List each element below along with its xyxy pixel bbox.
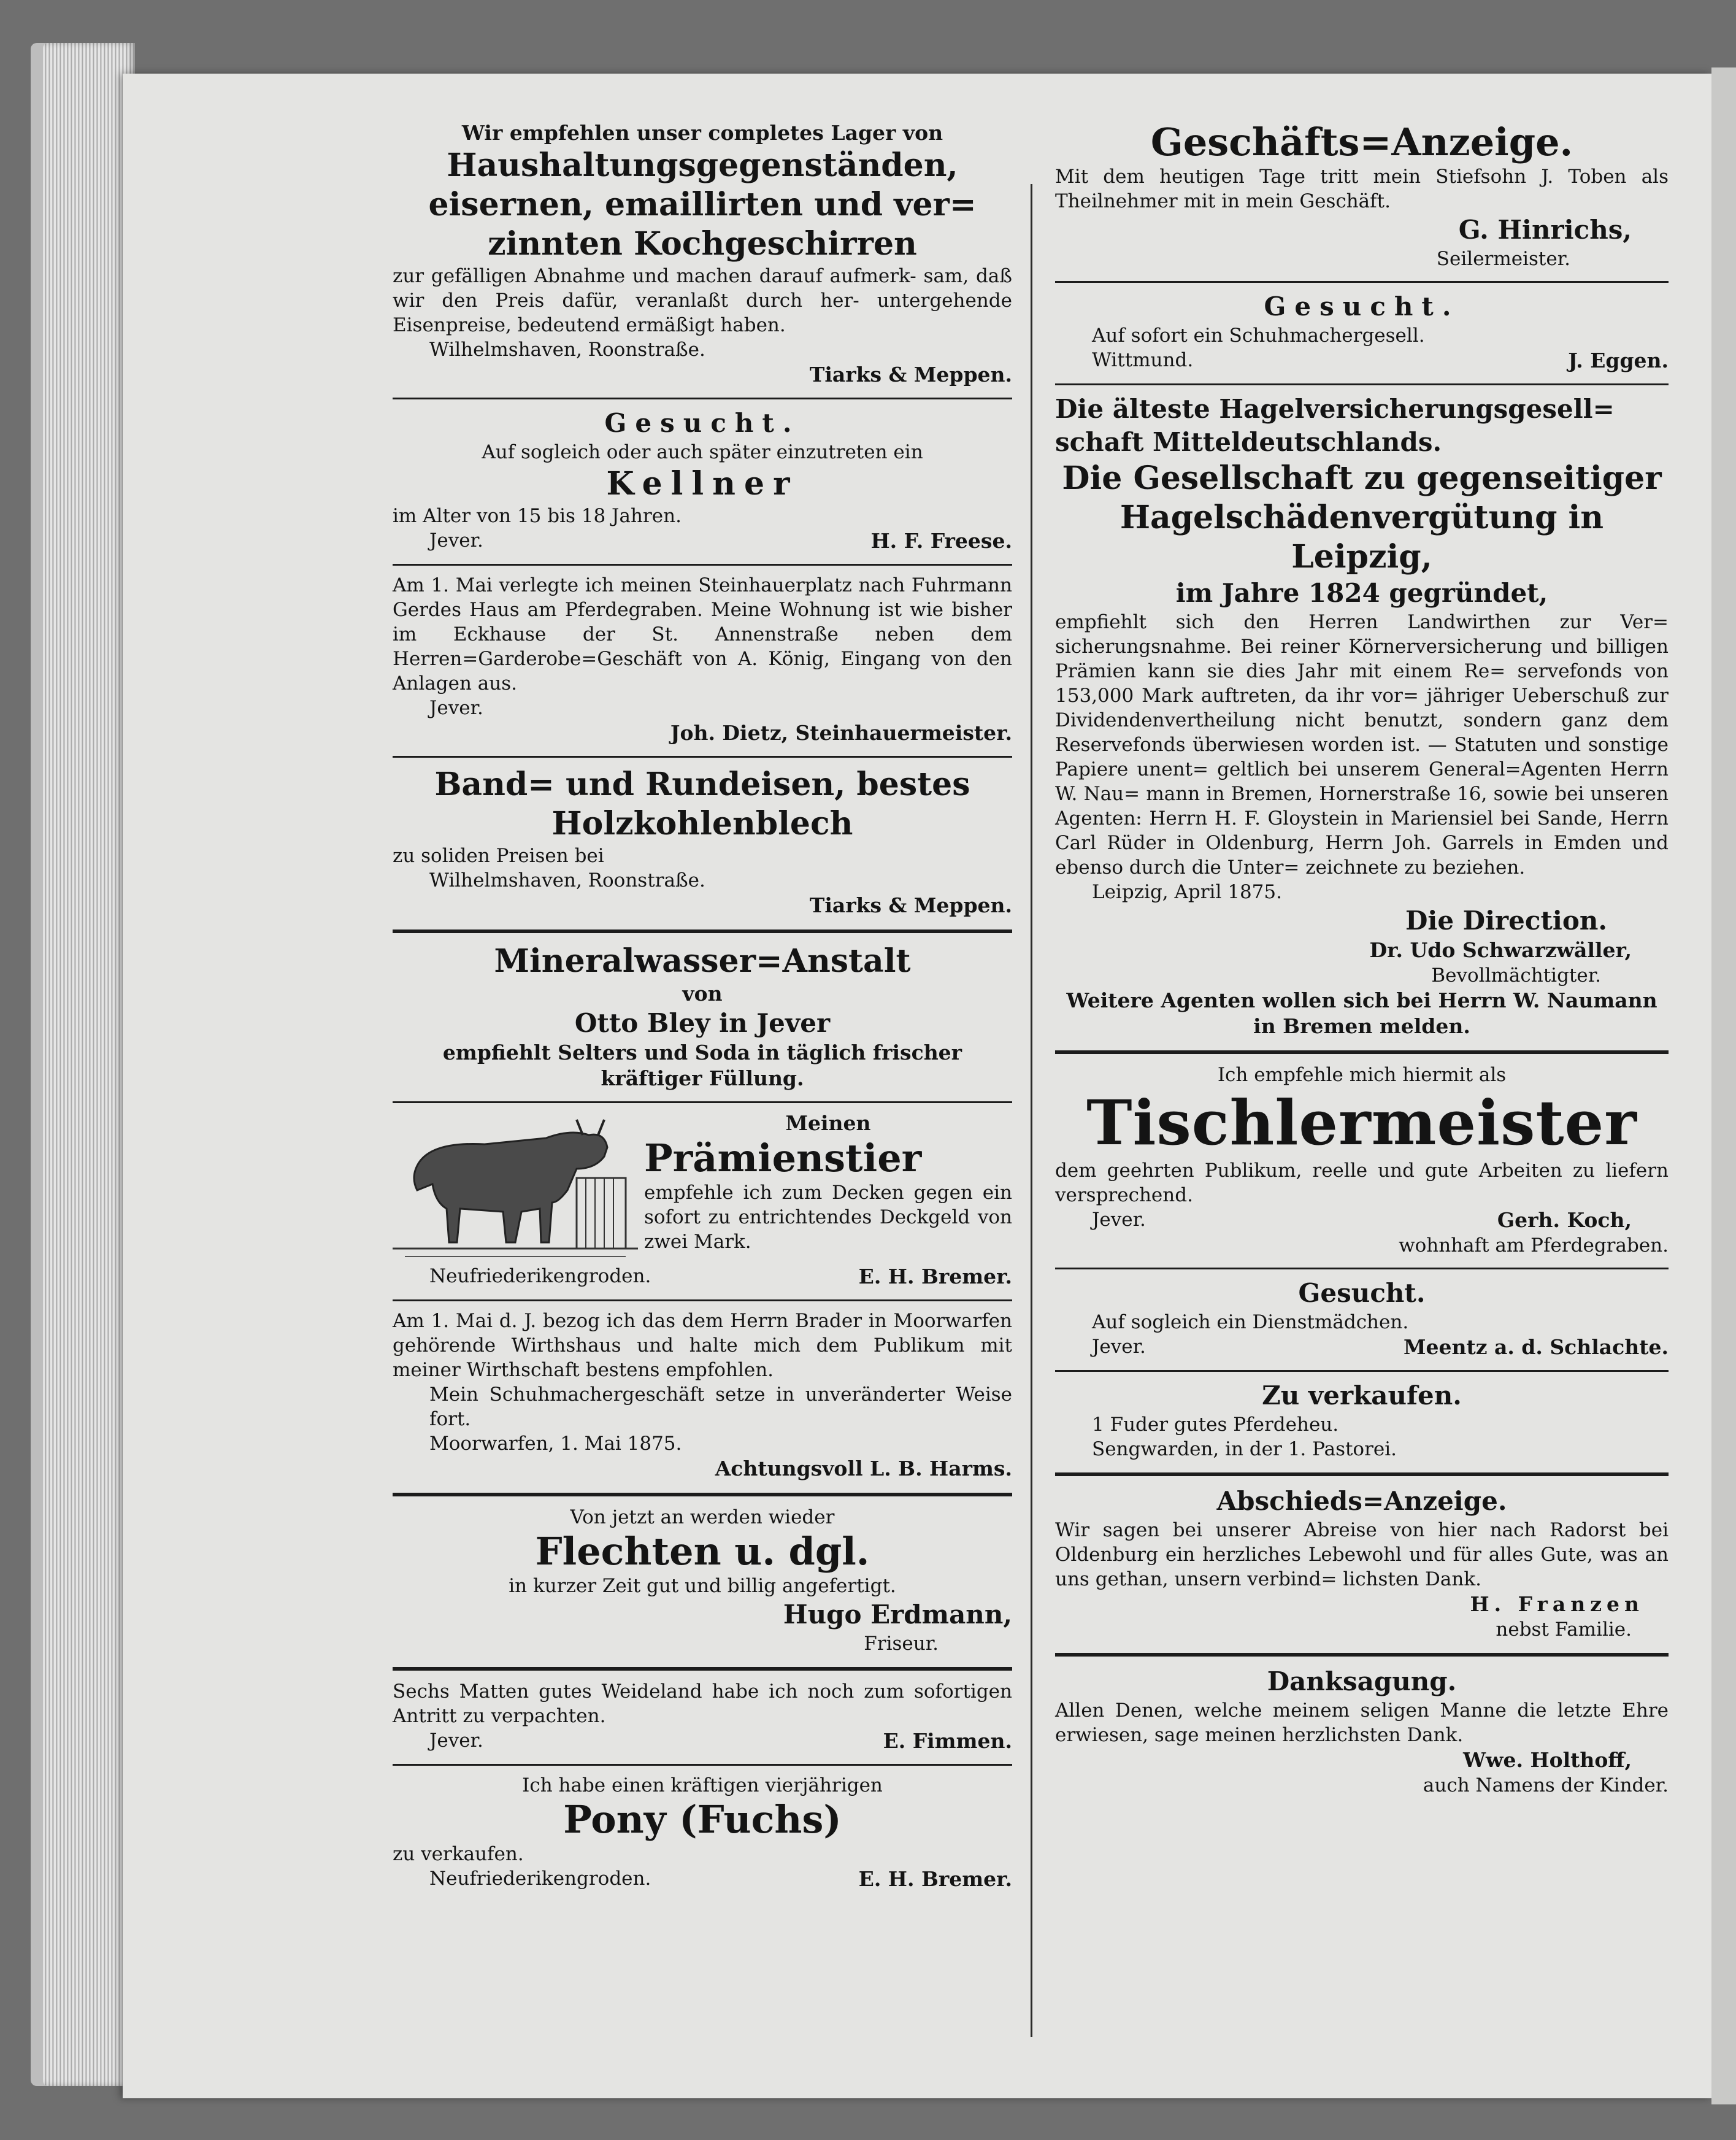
ad-body: empfiehlt sich den Herren Landwirthen zur Ver= sicherungsnahme. Bei reiner Körnerversicherung und billigen Prämien kann sie dies Jahr mit einem Re= servefonds von 153,000 Mark auftreten, da ihr vor= jähriger Ueberschuß zur Dividendenvertheilung nicht benutzt, sondern ganz dem Reservefonds überwiesen worden ist. — Statuten und sonstige Papiere unent= geltlich bei unserem General=Agenten Herrn W. Nau= mann in Bremen, Hornerstraße 16, sowie bei unseren Agenten: Herrn H. F. Gloystein in Mariensiel bei Sande, Herrn Carl Rüder in Oldenburg, Herrn Joh. Garrels in Emden und ebenso durch die Unter= zeichnete zu beziehen. [1055, 611, 1669, 879]
ad-separator [1055, 1653, 1669, 1657]
ad-place: Sengwarden, in der 1. Pastorei. [1092, 1438, 1397, 1460]
ad-hail-insurance [1055, 389, 1669, 1045]
ad-carpenter [1055, 1059, 1669, 1264]
ad-mineral-water [393, 938, 1012, 1098]
ad-separator [393, 1299, 1012, 1301]
ad-name: Otto Bley in Jever [574, 1008, 831, 1038]
ad-household-goods [393, 117, 1012, 394]
ad-body: Sechs Matten gutes Weideland habe ich noch zum sofortigen Antritt zu verpachten. [393, 1680, 1012, 1727]
ad-headline-line: Die Gesellschaft zu gegenseitiger [1062, 460, 1662, 497]
ad-wanted-maid [1055, 1273, 1669, 1366]
ad-body: Am 1. Mai d. J. bezog ich das dem Herrn Brader in Moorwarfen gehörende Wirthshaus und halte mich dem Publikum mit meiner Wirthschaft bestens empfohlen. [393, 1310, 1012, 1381]
ad-headline-line: Holzkohlenblech [551, 805, 853, 842]
ad-separator [393, 1101, 1012, 1103]
ad-place: Moorwarfen, 1. Mai 1875. [429, 1433, 682, 1455]
ad-signer: J. Eggen. [1568, 348, 1669, 372]
ad-signer: H. Franzen [1470, 1592, 1644, 1616]
ad-signer: E. Fimmen. [883, 1729, 1012, 1753]
ad-signer: Joh. Dietz, Steinhauermeister. [670, 721, 1012, 745]
ad-role: nebst Familie. [1496, 1618, 1632, 1641]
ad-body: zur gefälligen Abnahme und machen darauf aufmerk- sam, daß wir den Preis dafür, veranlaßt durch her- untergehende Eisenpreise, bedeutend ermäßigt haben. [393, 265, 1012, 336]
ad-signer: Dr. Udo Schwarzwäller, [1369, 938, 1632, 962]
ad-pony [393, 1769, 1012, 1898]
ad-separator [1055, 281, 1669, 283]
ad-line: von [682, 982, 723, 1006]
ad-separator [393, 1764, 1012, 1766]
ad-intro: Wir empfehlen unser completes Lager von [461, 121, 943, 145]
ad-separator [1055, 1370, 1669, 1372]
ad-prize-bull [393, 1107, 1012, 1296]
right-column [1055, 117, 1669, 1804]
ad-place: Wilhelmshaven, Roonstraße. [429, 339, 705, 361]
ad-signer: Tiarks & Meppen. [809, 893, 1012, 917]
ad-name: Hugo Erdmann, [783, 1599, 1012, 1630]
ad-role: wohnhaft am Pferdegraben. [1399, 1234, 1669, 1257]
ad-line: in kurzer Zeit gut und billig angefertigt. [509, 1575, 896, 1597]
ad-body: Mein Schuhmachergeschäft setze in unveränderter Weise fort. [429, 1384, 1012, 1430]
ad-separator [393, 398, 1012, 399]
ad-separator [1055, 383, 1669, 385]
ad-business-notice [1055, 117, 1669, 277]
ad-place: Jever. [429, 697, 483, 719]
ad-body: Am 1. Mai verlegte ich meinen Steinhauerplatz nach Fuhrmann Gerdes Haus am Pferdegraben. Meine Wohnung ist wie bisher im Eckhause der St. Annenstraße neben dem Herren=Garderobe=Geschäft von A. König, Eingang von den Anlagen aus. [393, 574, 1012, 695]
ad-body: dem geehrten Publikum, reelle und gute Arbeiten zu liefern versprechend. [1055, 1160, 1669, 1206]
ad-headline: Mineralwasser=Anstalt [494, 942, 911, 980]
ad-separator [393, 1493, 1012, 1496]
ad-separator [1055, 1268, 1669, 1269]
ad-headline: Tischlermeister [1086, 1087, 1637, 1159]
ad-headline: Pony (Fuchs) [563, 1797, 842, 1842]
ad-line: Ich habe einen kräftigen vierjährigen [522, 1774, 883, 1796]
ad-wanted-waiter [393, 403, 1012, 560]
ad-signer: Tiarks & Meppen. [809, 363, 1012, 387]
ad-signer: H. F. Freese. [870, 529, 1012, 553]
ad-line: Ich empfehle mich hiermit als [1217, 1064, 1507, 1086]
ad-headline-line: Hagelschädenvergütung in Leipzig, [1120, 499, 1604, 575]
ad-farewell [1055, 1481, 1669, 1648]
ad-line: Von jetzt an werden wieder [570, 1506, 835, 1528]
ad-place: Wilhelmshaven, Roonstraße. [429, 869, 705, 891]
ad-title: Gesucht. [604, 408, 801, 438]
ad-pasture [393, 1676, 1012, 1760]
ad-signer: E. H. Bremer. [858, 1264, 1012, 1288]
ad-body: empfiehlt Selters und Soda in täglich frischer kräftiger Füllung. [442, 1041, 962, 1090]
ad-line: Auf sogleich ein Dienstmädchen. [1092, 1311, 1409, 1333]
ad-body: Allen Denen, welche meinem seligen Manne die letzte Ehre erwiesen, sage meinen herzlichsten Dank. [1055, 1699, 1669, 1746]
ad-stonemason [393, 569, 1012, 752]
ad-headline-line: Haushaltungsgegenständen, [447, 147, 958, 184]
ad-headline: Flechten u. dgl. [535, 1529, 870, 1574]
ad-signer: E. H. Bremer. [858, 1867, 1012, 1891]
ad-subheadline: Die älteste Hagelversicherungsgesell= schaft Mitteldeutschlands. [1055, 394, 1615, 457]
ad-headline-line: eisernen, emaillirten und ver= [428, 186, 977, 223]
ad-signer: Achtungsvoll L. B. Harms. [715, 1457, 1012, 1480]
ad-line: zu soliden Preisen bei [393, 845, 604, 867]
ad-headline: Abschieds=Anzeige. [1216, 1486, 1507, 1516]
ad-thanks [1055, 1661, 1669, 1804]
ad-line: 1 Fuder gutes Pferdeheu. [1092, 1414, 1339, 1436]
ad-separator [393, 1667, 1012, 1671]
column-divider [1031, 184, 1032, 2037]
ad-place: Jever. [1092, 1336, 1146, 1358]
ad-signer: Meentz a. d. Schlachte. [1403, 1335, 1669, 1359]
ad-inn [393, 1305, 1012, 1488]
ad-place: Wittmund. [1092, 349, 1194, 371]
ad-place: Jever. [1092, 1209, 1146, 1231]
ad-body: Mit dem heutigen Tage tritt mein Stiefsohn J. Toben als Theilnehmer mit in mein Geschäft. [1055, 166, 1669, 212]
ad-separator [393, 756, 1012, 758]
ad-signer: Gerh. Koch, [1497, 1208, 1632, 1232]
ad-iron [393, 761, 1012, 925]
ad-separator [393, 564, 1012, 566]
ad-line: zu verkaufen. [393, 1843, 524, 1865]
ad-line: Auf sofort ein Schuhmachergesell. [1092, 325, 1425, 347]
ad-line: im Alter von 15 bis 18 Jahren. [393, 505, 682, 527]
ad-headline: Geschäfts=Anzeige. [1150, 120, 1573, 164]
ad-wanted-shoemaker [1055, 287, 1669, 380]
ad-place: Neufriederikengroden. [429, 1868, 651, 1890]
ad-signer-org: Die Direction. [1405, 906, 1607, 936]
ad-founded: im Jahre 1824 gegründet, [1175, 578, 1548, 608]
facing-page-edge [1711, 67, 1736, 2104]
ad-body: Wir sagen bei unserer Abreise von hier nach Radorst bei Oldenburg ein herzliches Lebewohl und für alles Gute, was an uns gethan, unsern verbind= lichsten Dank. [1055, 1519, 1669, 1590]
ad-title: Zu verkaufen. [1262, 1380, 1462, 1411]
ad-place: Jever. [429, 1730, 483, 1752]
ad-line: Meinen [785, 1111, 871, 1135]
ad-name: G. Hinrichs, [1458, 215, 1632, 245]
ad-headline-line: zinnten Kochgeschirren [488, 225, 917, 263]
ad-signer: Wwe. Holthoff, [1463, 1748, 1632, 1772]
ad-braiding [393, 1501, 1012, 1662]
book-page-edges [43, 43, 135, 2086]
ad-separator [393, 930, 1012, 933]
bull-illustration [393, 1110, 638, 1264]
ad-headline: Kellner [606, 465, 799, 502]
ad-title: Gesucht. [1298, 1278, 1426, 1308]
ad-line: Auf sogleich oder auch später einzutreten ein [482, 441, 923, 463]
ad-headline-line: Band= und Rundeisen, bestes [434, 766, 970, 803]
ad-headline: Prämienstier [644, 1136, 922, 1180]
ad-for-sale-hay [1055, 1376, 1669, 1468]
ad-headline: Danksagung. [1267, 1666, 1457, 1696]
ad-place: Neufriederikengroden. [429, 1265, 651, 1287]
ad-place: Jever. [429, 529, 483, 552]
ad-note: Weitere Agenten wollen sich bei Herrn W. Naumann in Bremen melden. [1066, 988, 1657, 1038]
ad-role: auch Namens der Kinder. [1423, 1774, 1669, 1796]
ad-role: Friseur. [864, 1633, 939, 1655]
left-column [393, 117, 1012, 1898]
ad-body: empfehle ich zum Decken gegen ein sofort zu entrichtendes Deckgeld von zwei Mark. [644, 1182, 1012, 1253]
ad-title: Gesucht. [1264, 291, 1460, 321]
ad-place: Leipzig, April 1875. [1092, 881, 1282, 903]
ad-separator [1055, 1050, 1669, 1054]
ad-role: Bevollmächtigter. [1431, 964, 1601, 987]
ad-separator [1055, 1472, 1669, 1476]
ad-role: Seilermeister. [1436, 248, 1570, 270]
